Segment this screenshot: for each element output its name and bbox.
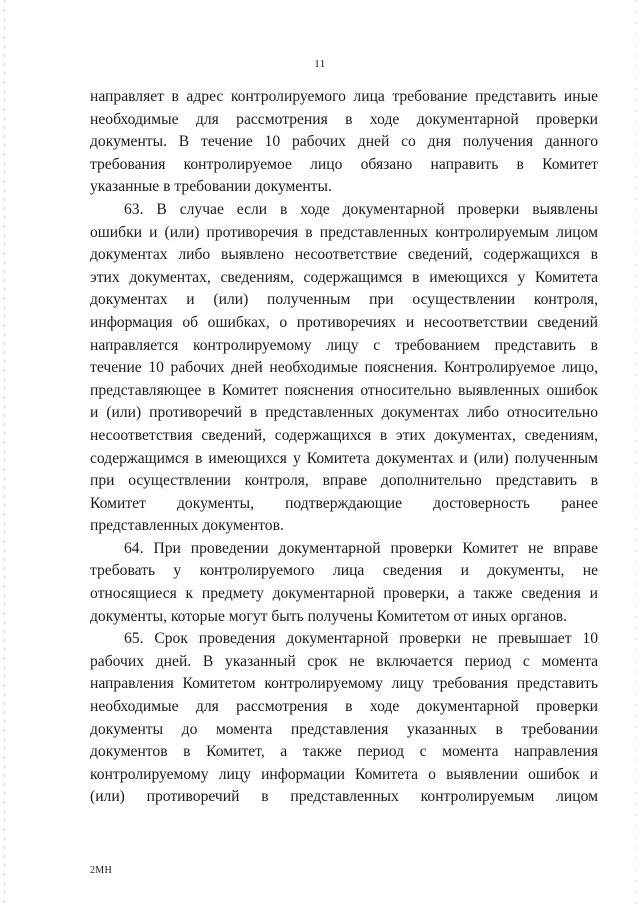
- text-line: контролируемому лицу информации Комитета о выявлении ошибок и: [90, 765, 598, 783]
- scan-edge-left: [4, 0, 5, 905]
- text-line: и (или) противоречий в представленных документах либо относительно: [90, 404, 598, 422]
- text-line: направления Комитетом контролируемому лицу требования представить: [90, 675, 598, 693]
- text-line: необходимые для рассмотрения в ходе документарной проверки: [90, 110, 598, 128]
- page-number: 11: [314, 58, 326, 70]
- text-line: течение 10 рабочих дней необходимые пояснения. Контролируемое лицо,: [90, 359, 598, 377]
- footer-code: 2МН: [90, 865, 113, 876]
- body-text: [90, 86, 598, 809]
- text-line: указанные в требовании документы.: [90, 178, 332, 196]
- text-line: документах либо выявлено несоответствие сведений, содержащихся в: [90, 246, 598, 264]
- text-line: этих документах, сведениям, содержащимся в имеющихся у Комитета: [90, 268, 598, 286]
- text-line: направляется контролируемому лицу с требованием представить в: [90, 336, 598, 354]
- text-line: необходимые для рассмотрения в ходе документарной проверки: [90, 698, 598, 716]
- text-line: ошибки и (или) противоречия в представленных контролируемым лицом: [90, 223, 598, 241]
- text-line: 65. Срок проведения документарной проверки не превышает 10: [124, 630, 598, 648]
- text-line: представляющее в Комитет пояснения относительно выявленных ошибок: [90, 381, 598, 399]
- text-line: (или) противоречий в представленных контролируемым лицом: [90, 788, 598, 806]
- text-line: документах и (или) полученным при осуществлении контроля,: [90, 291, 598, 309]
- text-line: направляет в адрес контролируемого лица требование представить иные: [90, 88, 598, 105]
- text-line: рабочих дней. В указанный срок не включается период с момента: [90, 652, 598, 670]
- text-line: представленных документов.: [90, 517, 284, 535]
- text-line: несоответствия сведений, содержащихся в этих документах, сведениям,: [90, 426, 598, 444]
- text-line: Комитет документы, подтверждающие достоверность ранее: [90, 494, 598, 512]
- text-line: требовать у контролируемого лица сведения и документы, не: [90, 562, 598, 580]
- text-line: содержащимся в имеющихся у Комитета документах и (или) полученным: [90, 449, 598, 467]
- text-line: требования контролируемое лицо обязано направить в Комитет: [90, 155, 598, 173]
- text-line: документы, которые могут быть получены Комитетом от иных органов.: [90, 607, 568, 625]
- text-line: документов в Комитет, а также период с момента направления: [90, 743, 598, 761]
- text-line: при осуществлении контроля, вправе дополнительно представить в: [90, 472, 598, 490]
- scan-edge-right: [635, 0, 636, 905]
- text-line: относящиеся к предмету документарной проверки, а также сведения и: [90, 585, 598, 603]
- text-line: документы до момента представления указанных в требовании: [90, 720, 598, 738]
- text-line: документы. В течение 10 рабочих дней со дня получения данного: [90, 133, 598, 151]
- text-line: 64. При проведении документарной проверки Комитет не вправе: [124, 539, 598, 557]
- text-line: 63. В случае если в ходе документарной проверки выявлены: [124, 200, 598, 218]
- text-line: информация об ошибках, о противоречиях и несоответствии сведений: [90, 313, 598, 331]
